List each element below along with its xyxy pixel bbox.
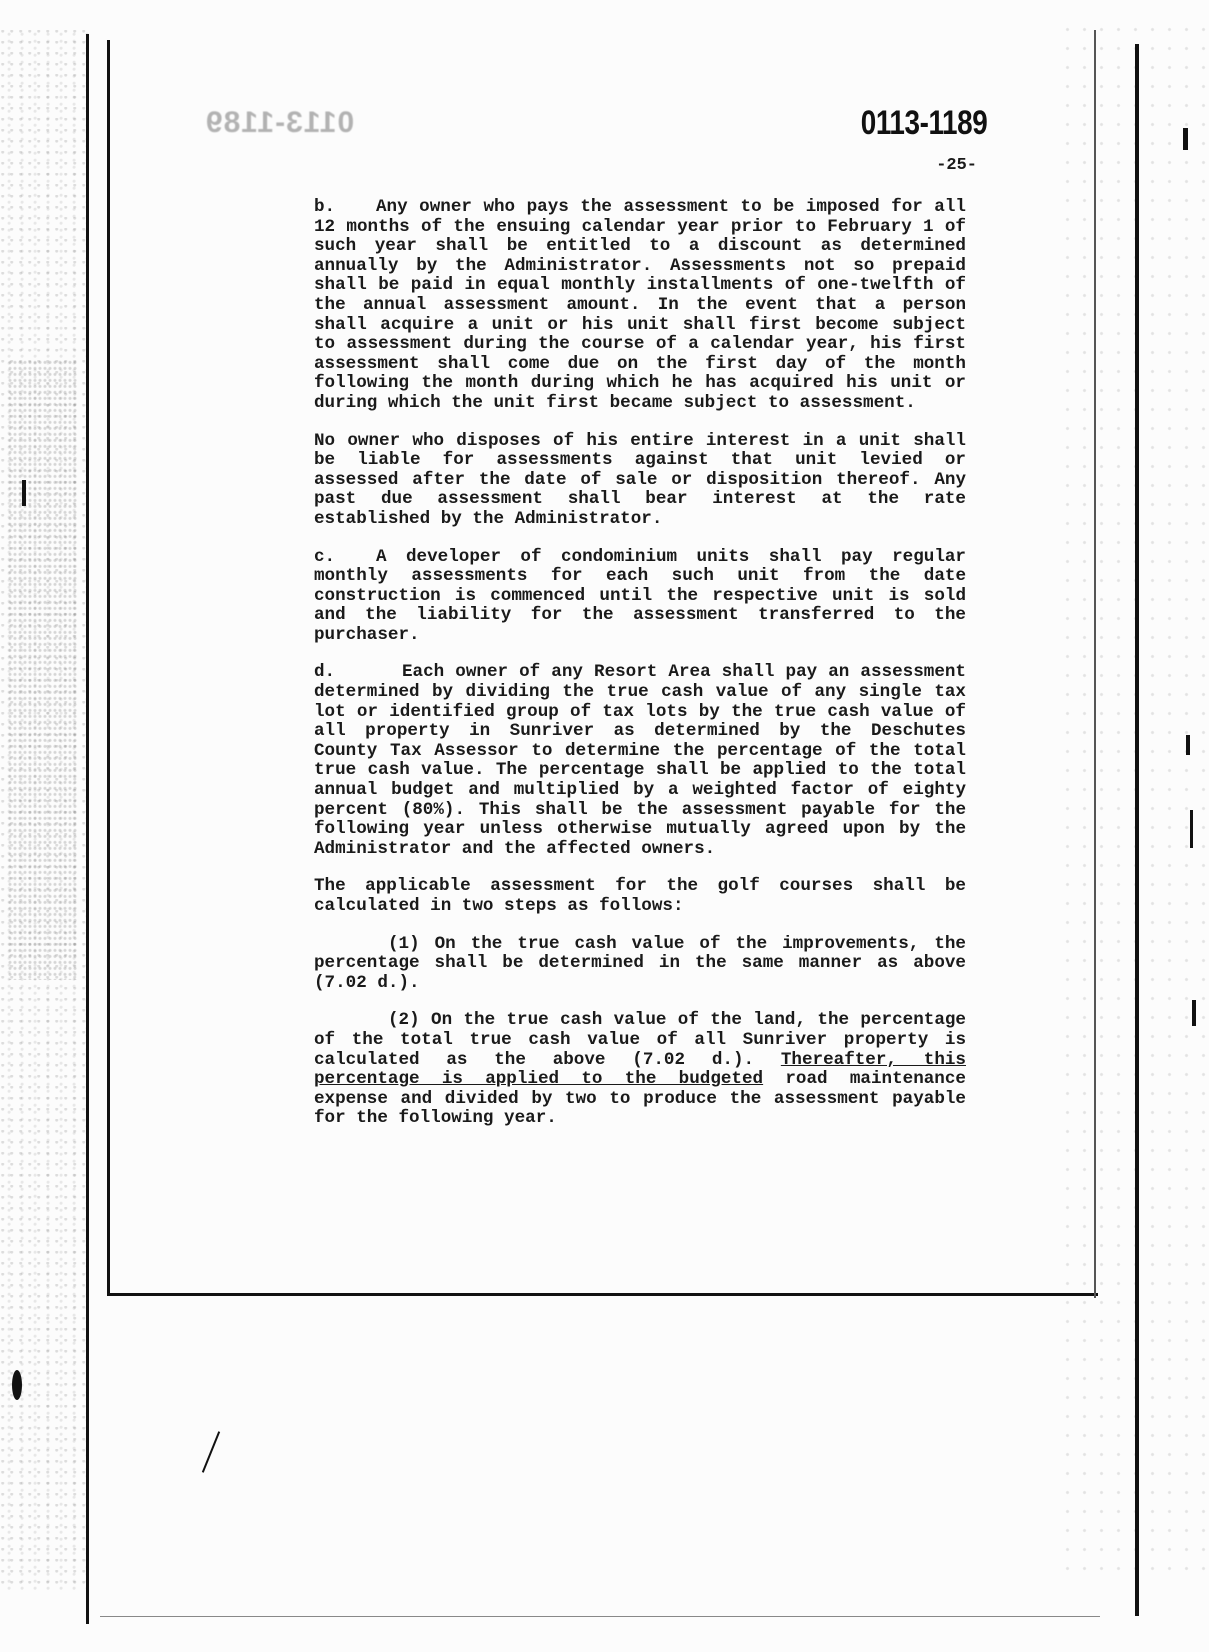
scan-mark [1183,128,1188,150]
paragraph-c [314,548,966,646]
paragraph-text: (2) On the true cash value of the land, the percentage of the total true cash value of all Sunriver property is calculated as the above (7.02 d.). [314,1010,966,1070]
paragraph-text: Each owner of any Resort Area shall pay an assessment determined by dividing the true cash value of any single tax lot or identified group of tax lots by the true cash value of all property in Sunriver as determined by the Deschutes County Tax Assessor to determine the percentage of the total true cash value. The percentage shall be applied to the total annual budget and multiplied by a weighted factor of eighty percent (80%). This shall be the assessment payable for the following year unless otherwise mutually agreed upon by the Administrator and the affected owners. [314,662,966,859]
frame-line-left-inner [107,40,110,1296]
paragraph-d [314,663,966,859]
frame-line-bottom [108,1293,1098,1296]
paragraph-text: No owner who disposes of his entire interest in a unit shall be liable for assessments against that unit levied or assessed after the date of sale or disposition thereof. Any past due assessment shall bear interest at the rate established by the Administrator. [314,430,966,529]
scan-noise-right [1059,20,1209,1580]
scan-mark [1190,810,1193,848]
paragraph-text: (1) On the true cash value of the improvements, the percentage shall be determined in the same manner as above (7.02 d.). [314,933,966,993]
page-number: -25- [936,156,977,175]
paragraph-b [314,198,966,414]
frame-line-right-outer [1135,44,1139,1616]
document-number: 0113-1189 [860,104,987,142]
paragraph-label: b. [314,197,336,217]
paragraph-text: road maintenance expense and divided by two to produce the assessment payable for the following year. [314,1069,966,1129]
frame-line-bottom-edge [100,1616,1100,1617]
paragraph-text: A developer of condominium units shall pay regular monthly assessments for each such unit from the date construction is commenced until the respective unit is sold and the liability for the assessment transferred to the purchaser. [314,546,966,645]
scan-mark [202,1431,220,1473]
scan-noise-left-dense [8,360,78,980]
paragraph-step-1 [314,935,966,994]
scan-mark [1186,735,1190,755]
paragraph-step-2 [314,1011,966,1129]
paragraph-golf-courses [314,877,966,916]
paragraph-text: Any owner who pays the assessment to be imposed for all 12 months of the ensuing calendar year prior to February 1 of such year shall be entitled to a discount as determined annually by the Administrator. Assessments not so prepaid shall be paid in equal monthly installments of one-twelfth of the annual assessment amount. In the event that a person shall acquire a unit or his unit shall first become subject to assessment during the course of a calendar year, his first assessment shall come due on the first day of the month following the month during which he has acquired his unit or during which the unit first became subject to assessment. [314,197,966,413]
paragraph-text: The applicable assessment for the golf courses shall be calculated in two steps as follows: [314,876,966,916]
paragraph-label: c. [314,546,336,567]
scan-mark [12,1370,22,1400]
paragraph-disposal [314,432,966,530]
scan-mark [1192,1000,1196,1026]
document-body [314,198,966,1147]
frame-line-left-outer [86,34,89,1624]
bleed-through-number: 0113-1189 [205,106,355,139]
paragraph-label: d. [314,662,336,683]
frame-line-right-inner [1094,30,1096,1298]
scan-mark [22,480,26,506]
underlined-text: Thereafter, this percentage is applied to the budgeted [314,1049,966,1090]
